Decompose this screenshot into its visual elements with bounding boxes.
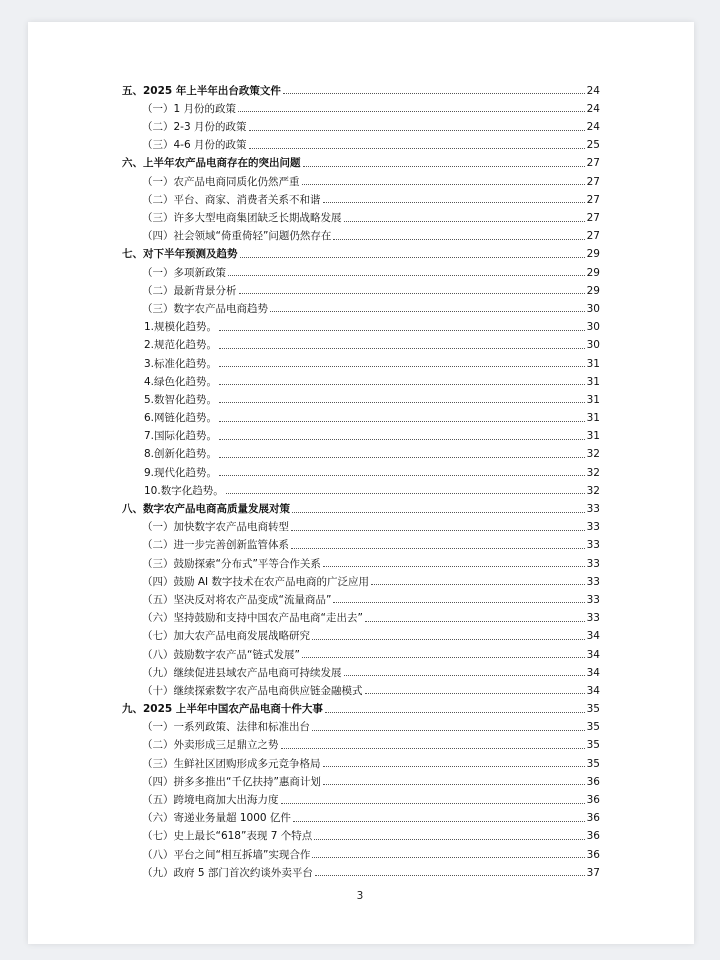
toc-entry[interactable] [122,496,600,514]
toc-entry-page: 33 [586,521,600,534]
toc-entry[interactable] [122,442,600,460]
toc-entry[interactable] [122,78,600,96]
toc-leader-dots [270,310,585,312]
toc-leader-dots [325,711,585,713]
toc-leader-dots [240,256,585,258]
toc-entry-page: 31 [586,375,600,388]
toc-leader-dots [365,620,585,622]
toc-entry-page: 35 [586,721,600,734]
toc-entry-title: （一）农产品电商同质化仍然严重 [142,175,300,188]
toc-entry[interactable] [122,715,600,733]
toc-leader-dots [303,165,585,167]
toc-entry-page: 33 [586,575,600,588]
toc-entry-title: （九）政府 5 部门首次约谈外卖平台 [142,866,313,879]
toc-entry[interactable] [122,405,600,423]
toc-leader-dots [281,802,585,804]
toc-entry-page: 30 [586,321,600,334]
toc-leader-dots [333,601,584,603]
toc-entry-page: 30 [586,339,600,352]
toc-leader-dots [312,856,584,858]
toc-entry-page: 34 [586,630,600,643]
toc-entry-title: （二）进一步完善创新监管体系 [142,539,289,552]
toc-entry[interactable] [122,733,600,751]
toc-entry-title: 1.规模化趋势。 [144,321,218,334]
toc-entry-title: （二）外卖形成三足鼎立之势 [142,739,279,752]
toc-leader-dots [323,565,585,567]
toc-leader-dots [333,238,584,240]
toc-entry-page: 27 [586,212,600,224]
toc-entry[interactable] [122,533,600,551]
toc-entry-page: 36 [586,794,600,806]
toc-entry-title: （一）1 月份的政策 [142,102,237,115]
toc-entry[interactable] [122,187,600,205]
toc-leader-dots [219,365,585,367]
toc-entry-title: （五）跨境电商加大出海力度 [142,794,279,806]
toc-leader-dots [323,783,585,785]
toc-entry[interactable] [122,478,600,496]
toc-entry-page: 24 [586,121,600,134]
toc-entry-page: 33 [586,593,600,606]
toc-entry[interactable] [122,587,600,605]
toc-entry-title: 8.创新化趋势。 [144,448,218,461]
toc-entry-title: （一）多项新政策 [142,266,226,279]
toc-leader-dots [219,401,585,403]
toc-entry[interactable] [122,387,600,405]
toc-entry-title: 10.数字化趋势。 [144,484,224,497]
toc-entry-page: 31 [586,412,600,425]
toc-entry-page: 27 [586,230,600,243]
toc-entry-title: （四）鼓励 AI 数字技术在农产品电商的广泛应用 [142,575,369,588]
toc-entry[interactable] [122,824,600,842]
toc-entry[interactable] [122,806,600,824]
toc-entry-page: 37 [586,866,600,879]
toc-entry-page: 24 [586,102,600,115]
toc-leader-dots [219,456,585,458]
toc-entry[interactable] [122,678,600,696]
toc-entry[interactable] [122,96,600,114]
toc-leader-dots [219,347,585,349]
toc-entry-page: 27 [586,175,600,188]
toc-entry-title: 七、对下半年预测及趋势 [122,248,238,261]
toc-entry-page: 31 [586,430,600,443]
toc-leader-dots [312,729,585,731]
toc-entry[interactable] [122,278,600,296]
toc-leader-dots [314,838,584,840]
toc-entry-page: 36 [586,812,600,825]
toc-leader-dots [315,874,585,876]
toc-leader-dots [323,765,585,767]
toc-entry[interactable] [122,114,600,132]
page-number: 3 [356,890,364,902]
toc-leader-dots [219,420,585,422]
toc-leader-dots [239,292,585,294]
toc-entry-title: （三）许多大型电商集团缺乏长期战略发展 [142,212,342,224]
toc-entry-title: （一）一系列政策、法律和标准出台 [142,721,310,734]
toc-entry-page: 34 [586,684,600,697]
toc-entry[interactable] [122,133,600,151]
toc-entry[interactable] [122,242,600,260]
toc-entry[interactable] [122,460,600,478]
toc-entry[interactable] [122,787,600,805]
toc-leader-dots [371,583,585,585]
toc-entry-title: （三）数字农产品电商趋势 [142,302,268,315]
toc-entry[interactable] [122,842,600,860]
toc-entry-title: 6.网链化趋势。 [144,412,218,425]
toc-entry-page: 29 [586,248,600,261]
toc-entry-title: （八）鼓励数字农产品“链式发展” [142,648,300,661]
toc-leader-dots [226,492,585,494]
toc-entry-title: （三）鼓励探索“分布式”平等合作关系 [142,557,321,570]
toc-entry[interactable] [122,369,600,387]
toc-entry[interactable] [122,169,600,187]
toc-entry-title: （一）加快数字农产品电商转型 [142,521,289,534]
toc-entry-title: 九、2025 上半年中国农产品电商十件大事 [122,703,323,716]
toc-entry[interactable] [122,769,600,787]
toc-entry-title: 5.数智化趋势。 [144,393,218,406]
toc-entry-title: （七）史上最长“618”表现 7 个特点 [142,830,313,843]
toc-entry-title: 五、2025 年上半年出台政策文件 [122,84,281,97]
toc-entry-title: （二）2-3 月份的政策 [142,121,247,134]
toc-entry[interactable] [122,424,600,442]
toc-entry-page: 36 [586,830,600,843]
toc-entry-title: （九）继续促进县域农产品电商可持续发展 [142,666,342,679]
toc-leader-dots [238,110,585,112]
toc-entry-title: 3.标准化趋势。 [144,357,218,370]
toc-entry[interactable] [122,314,600,332]
toc-entry-page: 32 [586,466,600,479]
toc-entry[interactable] [122,551,600,569]
toc-entry-page: 34 [586,648,600,661]
toc-entry-title: （四）拼多多推出“千亿扶持”惠商计划 [142,775,321,788]
toc-entry-page: 31 [586,357,600,370]
toc-leader-dots [323,201,585,203]
toc-entry[interactable] [122,569,600,587]
toc-entry-title: 7.国际化趋势。 [144,430,218,443]
toc-entry[interactable] [122,605,600,623]
toc-leader-dots [219,383,585,385]
toc-entry[interactable] [122,696,600,714]
toc-entry-title: （十）继续探索数字农产品电商供应链金融模式 [142,684,363,697]
toc-leader-dots [219,474,585,476]
toc-entry[interactable] [122,296,600,314]
toc-entry-title: （四）社会领域“倚重倚轻”问题仍然存在 [142,230,332,243]
toc-leader-dots [365,692,585,694]
toc-entry-page: 27 [586,157,600,170]
toc-entry-page: 36 [586,848,600,861]
toc-entry-page: 25 [586,139,600,152]
toc-entry[interactable] [122,151,600,169]
toc-entry-page: 24 [586,84,600,97]
toc-entry-title: 9.现代化趋势。 [144,466,218,479]
toc-entry-page: 34 [586,666,600,679]
toc-entry-title: （七）加大农产品电商发展战略研究 [142,630,310,643]
toc-entry[interactable] [122,351,600,369]
toc-entry[interactable] [122,333,600,351]
toc-entry-page: 33 [586,557,600,570]
toc-entry-title: 4.绿色化趋势。 [144,375,218,388]
toc-entry-page: 35 [586,757,600,770]
toc-entry-title: （三）4-6 月份的政策 [142,139,247,152]
toc-entry-page: 33 [586,612,600,625]
toc-entry-page: 33 [586,503,600,515]
toc-entry-page: 35 [586,703,600,716]
toc-leader-dots [293,820,585,822]
toc-entry-page: 30 [586,302,600,315]
toc-entry[interactable] [122,205,600,223]
toc-entry-page: 36 [586,775,600,788]
toc-entry-page: 27 [586,193,600,206]
toc-entry[interactable] [122,515,600,533]
toc-leader-dots [219,438,585,440]
toc-leader-dots [344,220,585,222]
toc-entry-title: （六）坚持鼓励和支持中国农产品电商“走出去” [142,612,363,625]
toc-entry-title: 六、上半年农产品电商存在的突出问题 [122,157,301,170]
toc-leader-dots [291,529,585,531]
toc-leader-dots [249,129,585,131]
toc-leader-dots [283,92,585,94]
toc-entry-page: 29 [586,266,600,279]
toc-entry-page: 35 [586,739,600,752]
toc-entry-page: 29 [586,284,600,297]
toc-entry-page: 31 [586,393,600,406]
toc-leader-dots [219,329,585,331]
toc-leader-dots [291,547,585,549]
toc-entry[interactable] [122,642,600,660]
toc-entry-title: （五）坚决反对将农产品变成“流量商品” [142,593,332,606]
toc-leader-dots [302,183,585,185]
toc-entry[interactable] [122,224,600,242]
toc-entry-title: 2.规范化趋势。 [144,339,218,352]
toc-leader-dots [312,638,585,640]
toc-leader-dots [344,674,585,676]
toc-entry[interactable] [122,624,600,642]
toc-leader-dots [281,747,585,749]
toc-leader-dots [292,511,585,513]
toc-entry-title: （六）寄递业务量超 1000 亿件 [142,812,291,825]
toc-entry-title: （八）平台之间“相互拆墙”实现合作 [142,848,311,861]
toc-entry-title: 八、数字农产品电商高质量发展对策 [122,503,290,515]
toc-leader-dots [228,274,585,276]
toc-entry-title: （二）最新背景分析 [142,284,237,297]
toc-entry[interactable] [122,660,600,678]
toc-entry[interactable] [122,260,600,278]
toc-leader-dots [249,147,585,149]
toc-leader-dots [302,656,585,658]
toc-entry[interactable] [122,860,600,878]
toc-entry[interactable] [122,751,600,769]
toc-entry-page: 32 [586,484,600,497]
toc-entry-page: 33 [586,539,600,552]
table-of-contents [122,78,600,878]
toc-entry-title: （三）生鲜社区团购形成多元竞争格局 [142,757,321,770]
toc-entry-page: 32 [586,448,600,461]
toc-entry-title: （二）平台、商家、消费者关系不和谐 [142,193,321,206]
